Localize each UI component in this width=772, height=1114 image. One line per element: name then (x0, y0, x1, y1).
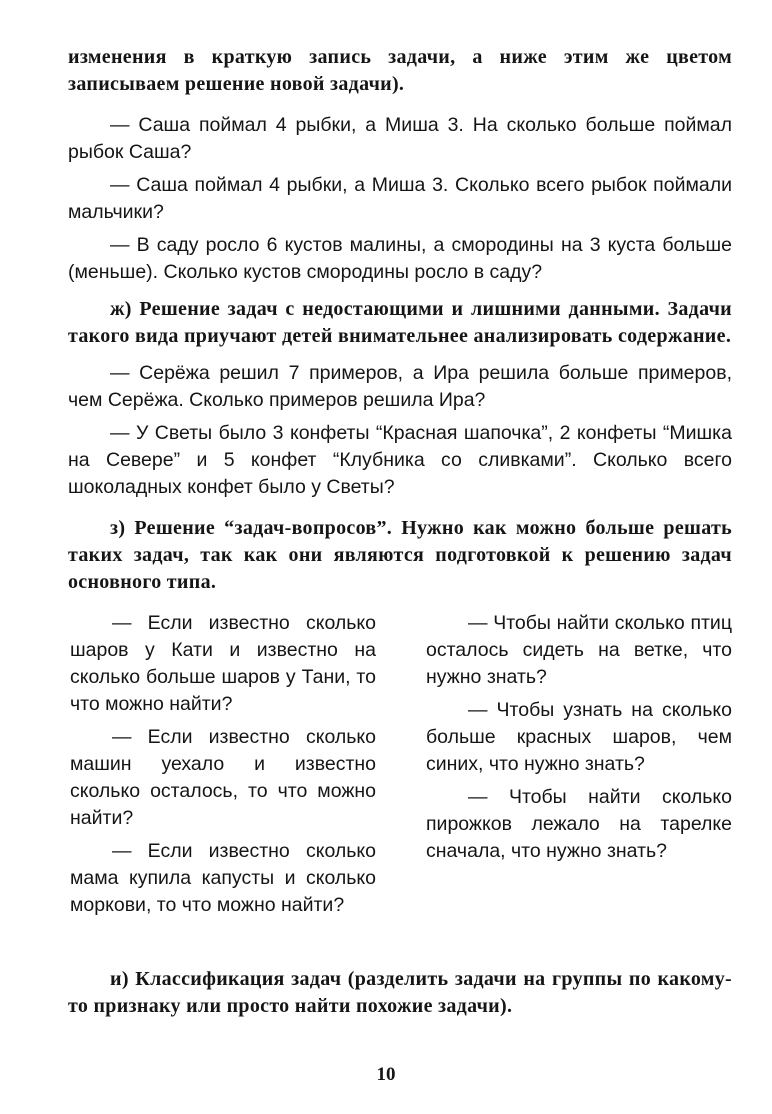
section-z-paragraph: з) Решение “задач-вопросов”. Нужно как можно больше решать таких задач, так как они являются подготовкой к решению задач основного типа. (68, 517, 732, 593)
question-balls: — Если известно сколько шаров у Кати и известно на сколько больше шаров у Тани, то что можно найти? (70, 612, 376, 715)
intro-paragraph: изменения в краткую запись задачи, а ниже этим же цветом записываем решение новой задачи). (68, 46, 732, 95)
question-red-balls: — Чтобы узнать на сколько больше красных шаров, чем синих, что нужно знать? (426, 699, 732, 775)
questions-columns (68, 610, 732, 948)
section-zh-paragraph: ж) Решение задач с недостающими и лишними данными. Задачи такого вида приучают детей внимательнее анализировать содержание. (68, 298, 732, 347)
task-fish-total: — Саша поймал 4 рыбки, а Миша 3. Сколько всего рыбок поймали мальчики? (68, 174, 732, 223)
section-i-paragraph: и) Классификация задач (разделить задачи на группы по какому-то признаку или просто найти похожие задачи). (68, 968, 732, 1017)
task-fish-difference: — Саша поймал 4 рыбки, а Миша 3. На сколько больше поймал рыбок Саша? (68, 114, 732, 163)
question-vegetables: — Если известно сколько мама купила капусты и сколько моркови, то что можно найти? (70, 840, 376, 916)
questions-left-column (70, 610, 376, 919)
question-cars: — Если известно сколько машин уехало и известно сколько осталось, то что можно найти? (70, 726, 376, 829)
question-pies: — Чтобы найти сколько пирожков лежало на тарелке сначала, что нужно знать? (426, 786, 732, 862)
question-birds: — Чтобы найти сколько птиц осталось сидеть на ветке, что нужно знать? (426, 612, 732, 688)
questions-right-column (426, 610, 732, 865)
page-content (68, 44, 732, 1020)
task-bushes: — В саду росло 6 кустов малины, а смородины на 3 куста больше (меньше). Сколько кустов смородины росло в саду? (68, 234, 732, 283)
task-examples: — Серёжа решил 7 примеров, а Ира решила больше примеров, чем Серёжа. Сколько примеров решила Ира? (68, 362, 732, 411)
page-number: 10 (376, 1064, 396, 1085)
task-candies: — У Светы было 3 конфеты “Красная шапочка”, 2 конфеты “Мишка на Севере” и 5 конфет “Клубника со сливками”. Сколько всего шоколадных конфет было у Светы? (68, 422, 732, 498)
